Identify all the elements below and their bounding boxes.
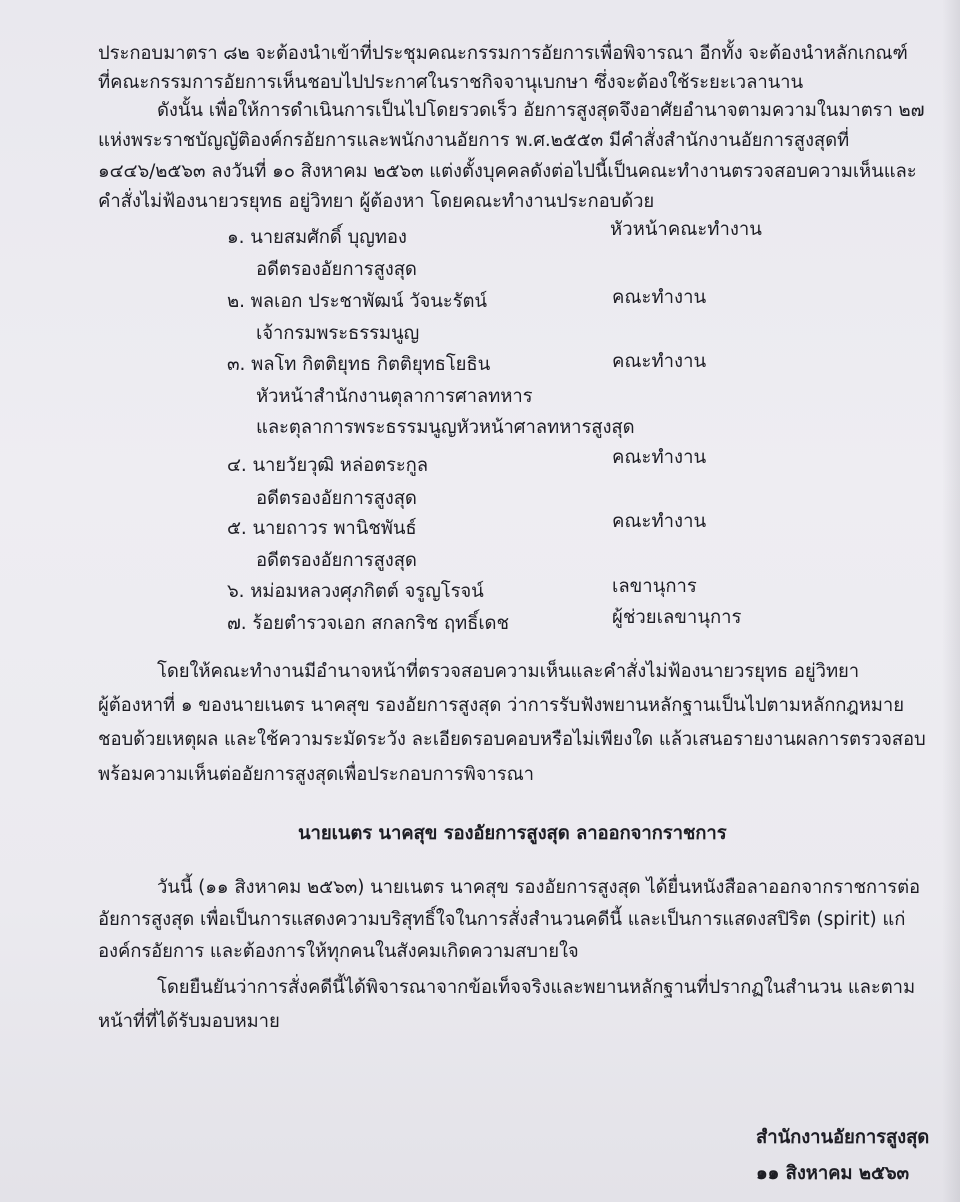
member-name: ๗. ร้อยตำรวจเอก สกลกริช ฤทธิ์เดช [227, 613, 509, 634]
member-role: คณะทำงาน [612, 351, 707, 372]
paragraph-1-line-1: ประกอบมาตรา ๘๒ จะต้องนำเข้าที่ประชุมคณะกรรมการอัยการเพื่อพิจารณา อีกทั้ง จะต้องนำหลักเกณฑ์ [98, 43, 908, 64]
member-title: อดีตรองอัยการสูงสุด [256, 488, 417, 509]
member-role: หัวหน้าคณะทำงาน [610, 219, 762, 240]
paragraph-4-line-3: องค์กรอัยการ และต้องการให้ทุกคนในสังคมเกิดความสบายใจ [98, 941, 579, 962]
paragraph-2-line-4: คำสั่งไม่ฟ้องนายวรยุทธ อยู่วิทยา ผู้ต้องหา โดยคณะทำงานประกอบด้วย [98, 191, 655, 212]
member-name: ๒. พลเอก ประชาพัฒน์ วัจนะรัตน์ [227, 291, 487, 312]
paragraph-4-line-2: อัยการสูงสุด เพื่อเป็นการแสดงความบริสุทธิ์ใจในการสั่งสำนวนคดีนี้ และเป็นการแสดงสปิริต (spirit) แก่ [98, 909, 906, 930]
member-role: ผู้ช่วยเลขานุการ [612, 607, 742, 628]
member-role: คณะทำงาน [612, 511, 707, 532]
paper-edge-shadow [942, 0, 960, 1202]
paragraph-2-line-3: ๑๔๔๖/๒๕๖๓ ลงวันที่ ๑๐ สิงหาคม ๒๕๖๓ แต่งตั้งบุคคลดังต่อไปนี้เป็นคณะทำงานตรวจสอบความเห็นและ [98, 161, 917, 182]
member-title: เจ้ากรมพระธรรมนูญ [256, 323, 420, 344]
section-heading: นายเนตร นาคสุข รองอัยการสูงสุด ลาออกจากราชการ [298, 823, 727, 844]
member-name: ๖. หม่อมหลวงศุภกิตต์ จรูญโรจน์ [227, 581, 484, 602]
member-role: คณะทำงาน [612, 287, 707, 308]
member-title: หัวหน้าสำนักงานตุลาการศาลทหาร [256, 386, 533, 407]
paragraph-5-line-1: โดยยืนยันว่าการสั่งคดีนี้ได้พิจารณาจากข้อเท็จจริงและพยานหลักฐานที่ปรากฏในสำนวน และตาม [157, 977, 916, 998]
member-title: อดีตรองอัยการสูงสุด [256, 550, 417, 571]
paragraph-5-line-2: หน้าที่ที่ได้รับมอบหมาย [98, 1011, 280, 1032]
member-role: คณะทำงาน [612, 447, 707, 468]
member-name: ๕. นายถาวร พานิชพันธ์ [227, 518, 417, 539]
paragraph-3-line-2: ผู้ต้องหาที่ ๑ ของนายเนตร นาคสุข รองอัยการสูงสุด ว่าการรับฟังพยานหลักฐานเป็นไปตามหลักกฎหมาย [98, 695, 904, 716]
paragraph-2-line-1: ดังนั้น เพื่อให้การดำเนินการเป็นไปโดยรวดเร็ว อัยการสูงสุดจึงอาศัยอำนาจตามความในมาตรา ๒๗ [157, 100, 925, 121]
paragraph-3-line-3: ชอบด้วยเหตุผล และใช้ความระมัดระวัง ละเอียดรอบคอบหรือไม่เพียงใด แล้วเสนอรายงานผลการตรวจสอบ [98, 729, 926, 750]
paragraph-3-line-1: โดยให้คณะทำงานมีอำนาจหน้าที่ตรวจสอบความเห็นและคำสั่งไม่ฟ้องนายวรยุทธ อยู่วิทยา [157, 661, 860, 682]
member-name: ๑. นายสมศักดิ์ บุญทอง [227, 227, 407, 248]
member-role: เลขานุการ [612, 576, 697, 597]
signature-office: สำนักงานอัยการสูงสุด [756, 1127, 930, 1148]
member-name: ๔. นายวัยวุฒิ หล่อตระกูล [227, 455, 429, 476]
member-name: ๓. พลโท กิตติยุทธ กิตติยุทธโยธิน [227, 354, 491, 375]
member-title: และตุลาการพระธรรมนูญหัวหน้าศาลทหารสูงสุด [256, 417, 635, 438]
paragraph-3-line-4: พร้อมความเห็นต่ออัยการสูงสุดเพื่อประกอบการพิจารณา [98, 764, 534, 785]
paragraph-2-line-2: แห่งพระราชบัญญัติองค์กรอัยการและพนักงานอัยการ พ.ศ.๒๕๕๓ มีคำสั่งสำนักงานอัยการสูงสุดที่ [98, 130, 850, 151]
paragraph-1-line-2: ที่คณะกรรมการอัยการเห็นชอบไปประกาศในราชกิจจานุเบกษา ซึ่งจะต้องใช้ระยะเวลานาน [98, 72, 804, 93]
signature-date: ๑๑ สิงหาคม ๒๕๖๓ [756, 1163, 910, 1184]
paragraph-4-line-1: วันนี้ (๑๑ สิงหาคม ๒๕๖๓) นายเนตร นาคสุข รองอัยการสูงสุด ได้ยื่นหนังสือลาออกจากราชการต่อ [157, 877, 921, 898]
member-title: อดีตรองอัยการสูงสุด [256, 259, 417, 280]
